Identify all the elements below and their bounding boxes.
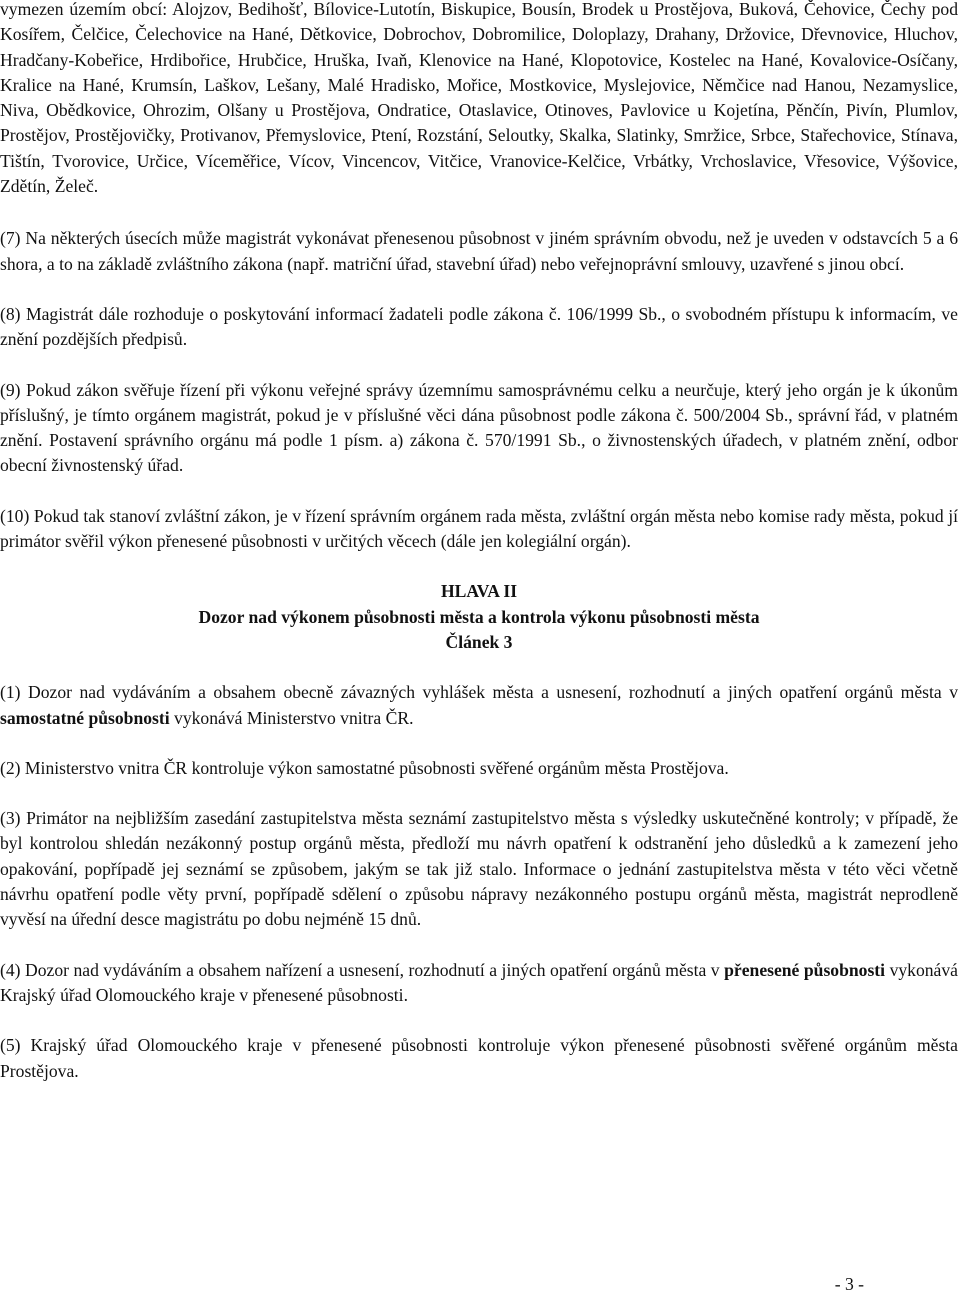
article-3-paragraph-4-text-a: (4) Dozor nad vydáváním a obsahem nařízení a usnesení, rozhodnutí a jiných opatření orgánů města v — [0, 959, 725, 980]
paragraph-10: (10) Pokud tak stanoví zvláštní zákon, je v řízení správním orgánem rada města, zvláštní orgán města nebo komise rady města, pokud jí primátor svěřil výkon přenesené působnosti v určitých věcech (dále jen kolegiální orgán). — [0, 505, 958, 552]
spacer — [0, 199, 958, 226]
article-3-paragraph-1-text-b: vykonává Ministerstvo vnitra ČR. — [169, 707, 414, 728]
article-3-paragraph-1 — [0, 680, 958, 731]
article-3-paragraph-1-bold: samostatné působnosti — [0, 707, 170, 728]
spacer — [0, 1008, 958, 1033]
article-3-paragraph-4-bold: přenesené působnosti — [724, 959, 886, 980]
paragraph-7: (7) Na některých úsecích může magistrát vykonávat přenesenou působnost v jiném správním obvodu, než je uveden v odstavcích 5 a 6 shora, a to na základě zvláštního zákona (např. matriční úřad, stavební úřad) nebo veřejnoprávní smlouvy, uzavřené s jinou obcí. — [0, 228, 958, 274]
article-3-paragraph-1-text-a: (1) Dozor nad vydáváním a obsahem obecně závazných vyhlášek města a usnesení, rozhodnutí a jiných opatření orgánů města v — [0, 682, 958, 703]
chapter-title: HLAVA II — [440, 581, 518, 602]
article-3-paragraph-4-text-b: vykonává Krajský úřad Olomouckého kraje v přenesené působnosti. — [0, 959, 958, 1005]
spacer — [0, 781, 958, 806]
article-3-paragraph-3: (3) Primátor na nejbližším zasedání zastupitelstva města seznámí zastupitelstvo města s výsledky uskutečněné kontroly; v případě, že byl kontrolou shledán nezákonný postup orgánů města, předloží mu návrh opatření k odstranění jeho důsledků a k zamezení jeho opakování, popřípadě jej seznámí se způsobem, jakým se tak již stalo. Informace o jednání zastupitelstva města v této věci včetně návrhu opatření podle věty první, popřípadě sdělení o způsobu nápravy nezákonného postupu orgánů města, magistrát neprodleně vyvěsí na úřední desce magistrátu po dobu nejméně 15 dnů. — [0, 808, 958, 930]
paragraph-8: (8) Magistrát dále rozhoduje o poskytování informací žadateli podle zákona č. 106/1999 Sb., o svobodném přístupu k informacím, ve znění pozdějších předpisů. — [0, 303, 958, 350]
spacer — [0, 554, 958, 579]
paragraph-9: (9) Pokud zákon svěřuje řízení při výkonu veřejné správy územnímu samosprávnému celku a neurčuje, který jeho orgán je k úkonům příslušný, je tímto orgánem magistrát, pokud je v příslušné věci dána působnost podle zákona č. 500/2004 Sb., správní řád, v platném znění. Postavení správního orgánu má podle 1 písm. a) zákona č. 570/1991 Sb., o živnostenských úřadech, v platném znění, odbor obecní živnostenský úřad. — [0, 379, 958, 476]
spacer — [0, 933, 958, 958]
page-number: - 3 - — [834, 1274, 864, 1294]
article-title: Článek 3 — [445, 631, 513, 652]
spacer — [0, 731, 958, 756]
municipalities-paragraph: vymezen územím obcí: Alojzov, Bedihošť, Bílovice-Lutotín, Biskupice, Bousín, Brodek u Prostějova, Buková, Čehovice, Čechy pod Kosířem, Čelčice, Čelechovice na Hané, Dětkovice, Dobrochov, Dobromilice, Doloplazy, Drahany, Držovice, Dřevnovice, Hluchov, Hradčany-Kobeřice, Hrdibořice, Hrubčice, Hruška, Ivaň, Klenovice na Hané, Klopotovice, Kostelec na Hané, Kovalovice-Osíčany, Kralice na Hané, Krumsín, Laškov, Lešany, Malé Hradisko, Mořice, Mostkovice, Myslejovice, Němčice nad Hanou, Nezamyslice, Niva, Obědkovice, Ohrozim, Olšany u Prostějova, Ondratice, Otaslavice, Otinoves, Pavlovice u Kojetína, Pěnčín, Pivín, Plumlov, Prostějov, Prostějovičky, Protivanov, Přemyslovice, Ptení, Rozstání, Seloutky, Skalka, Slatinky, Smržice, Srbce, Stařechovice, Stínava, Tištín, Tvorovice, Určice, Víceměřice, Vícov, Vincencov, Vitčice, Vranovice-Kelčice, Vrbátky, Vrchoslavice, Vřesovice, Výšovice, Zdětín, Želeč. — [0, 0, 958, 197]
spacer — [0, 479, 958, 504]
spacer — [0, 353, 958, 378]
article-3-paragraph-2: (2) Ministerstvo vnitra ČR kontroluje výkon samostatné působnosti svěřené orgánům města Prostějova. — [0, 757, 729, 778]
spacer — [0, 277, 958, 302]
article-3-paragraph-4 — [0, 958, 958, 1009]
article-3-paragraph-5: (5) Krajský úřad Olomouckého kraje v přenesené působnosti kontroluje výkon přenesené působnosti svěřené orgánům města Prostějova. — [0, 1035, 958, 1081]
chapter-subtitle: Dozor nad výkonem působnosti města a kontrola výkonu působnosti města — [198, 606, 760, 627]
spacer — [0, 655, 958, 680]
chapter-heading-block — [0, 579, 958, 655]
